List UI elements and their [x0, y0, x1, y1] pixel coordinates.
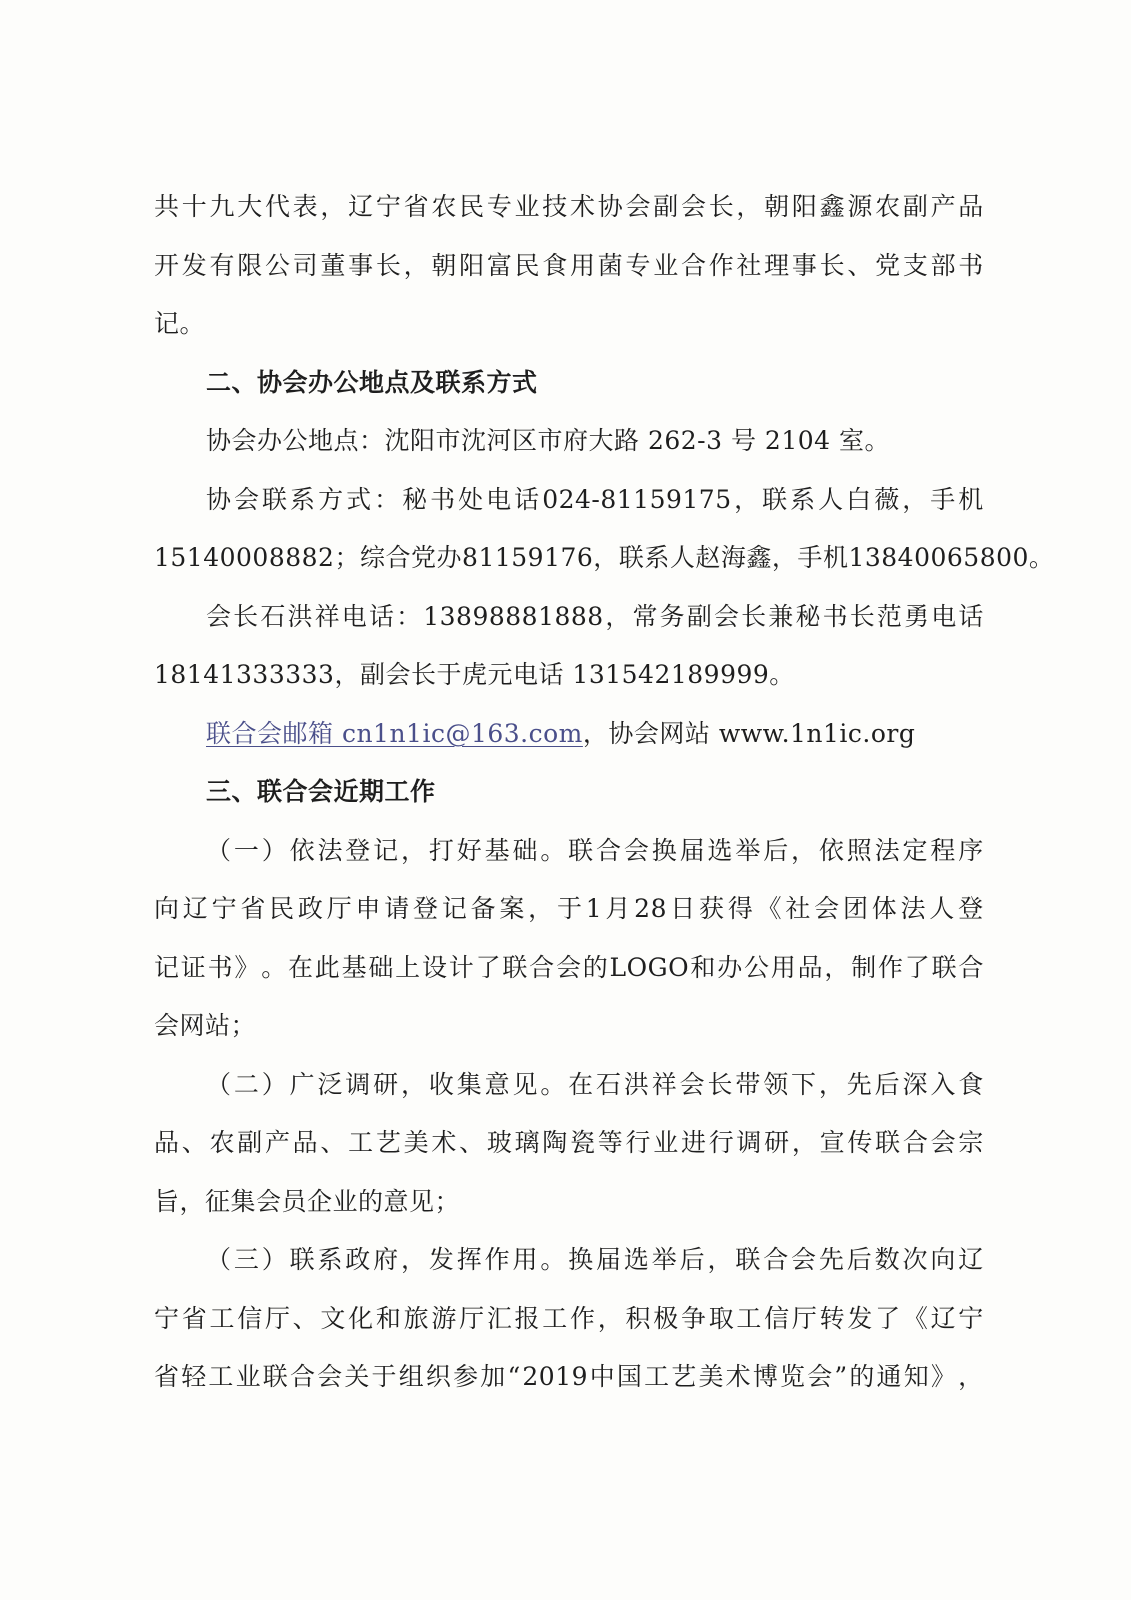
item3-line-1: （ 三 ） 联 系 政 府 ， 发 挥 作 用 。 换 届 选 举 后 ， 联 合 会 先 后 数 次 向 辽	[206, 1245, 984, 1274]
email-website-line	[154, 705, 984, 764]
item3-line-2: 宁 省 工 信 厅 、 文 化 和 旅 游 厅 汇 报 工 作 ， 积 极 争 取 工 信 厅 转 发 了 《 辽 宁	[154, 1303, 984, 1333]
contact-line-1: 协 会 联 系 方 式 ： 秘 书 处 电 话 024-81159175 ， 联 系 人 白 薇 ， 手 机	[206, 484, 984, 514]
intro-line-2: 开 发 有 限 公 司 董 事 长 ， 朝 阳 富 民 食 用 菌 专 业 合 作 社 理 事 长 、 党 支 部 书	[154, 250, 984, 280]
section-3-heading: 三、联合会近期工作	[206, 777, 436, 806]
email-link[interactable]: 联合会邮箱 cn1n1ic@163.com	[206, 718, 583, 748]
document-body	[154, 178, 1055, 1407]
intro-line-1: 共 十 九 大 代 表 ， 辽 宁 省 农 民 专 业 技 术 协 会 副 会 长 ， 朝 阳 鑫 源 农 副 产 品	[154, 192, 984, 221]
item1-line-1: （ 一 ） 依 法 登 记 ， 打 好 基 础 。 联 合 会 换 届 选 举 后 ， 依 照 法 定 程 序	[206, 835, 984, 865]
office-address: 协会办公地点：沈阳市沈河区市府大路 262-3 号 2104 室。	[206, 426, 890, 455]
leader-line-1: 会 长 石 洪 祥 电 话 ： 13898881888 ， 常 务 副 会 长 兼 秘 书 长 范 勇 电 话	[206, 601, 984, 631]
section-2-heading: 二、协会办公地点及联系方式	[206, 367, 538, 397]
website-text: ，协会网站 www.1n1ic.org	[582, 718, 916, 748]
item2-line-1: （ 二 ） 广 泛 调 研 ， 收 集 意 见 。 在 石 洪 祥 会 长 带 领 下 ， 先 后 深 入 食	[206, 1069, 984, 1099]
item1-line-2: 向 辽 宁 省 民 政 厅 申 请 登 记 备 案 ， 于 1 月 28 日 获 得 《 社 会 团 体 法 人 登	[154, 894, 984, 923]
item2-line-2: 品 、 农 副 产 品 、 工 艺 美 术 、 玻 璃 陶 瓷 等 行 业 进 行 调 研 ， 宣 传 联 合 会 宗	[154, 1128, 984, 1157]
item3-line-3: 省 轻 工 业 联 合 会 关 于 组 织 参 加 “ 2019 中 国 工 艺 美 术 博 览 会 ” 的 通 知 》 ，	[154, 1362, 984, 1391]
item1-line-3: 记 证 书 》 。 在 此 基 础 上 设 计 了 联 合 会 的 LOGO 和 办 公 用 品 ， 制 作 了 联 合	[154, 952, 984, 982]
contact-line-2: 15140008882 ； 综 合 党 办 81159176 ， 联 系 人 赵 海 鑫 ， 手 机 13840065800 。	[154, 543, 1055, 572]
item2-line-3: 旨，征集会员企业的意见；	[154, 1186, 461, 1216]
item1-line-4: 会网站；	[154, 1011, 257, 1040]
intro-line-3: 记。	[154, 309, 206, 338]
leader-line-2: 18141333333，副会长于虎元电话 131542189999。	[154, 660, 795, 689]
